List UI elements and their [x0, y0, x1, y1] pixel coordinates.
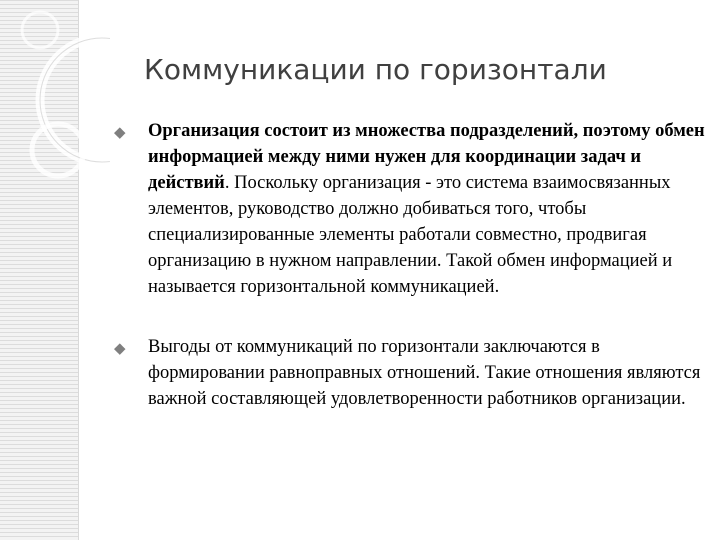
decorative-circle-arcs — [0, 0, 110, 220]
bullet-list — [114, 118, 708, 412]
bullet-body-text: . Поскольку организация - это система взаимосвязанных элементов, руководство должно добиваться того, чтобы специализированные элементы работали совместно, продвигая организацию в нужном направлении. Такой обмен информацией и называется горизонтальной коммуникацией. — [148, 173, 673, 297]
bullet-item-organization — [114, 118, 708, 300]
bullet-bold-text: Организация состоит из множества подразделений, поэтому обмен информацией между ними нужен для координации задач и действий — [148, 121, 705, 193]
bullet-item-benefits — [114, 334, 708, 412]
decorative-arc-tiny — [22, 12, 58, 48]
decorative-arc-outline — [40, 38, 110, 162]
bullet-icon: ◆ — [114, 125, 126, 141]
decorative-arc-large — [40, 38, 110, 162]
bullet-icon: ◆ — [114, 341, 126, 357]
bullet-body-text: Выгоды от коммуникаций по горизонтали заключаются в формировании равноправных отношений. Такие отношения являются важной составляющей удовлетворенности работников организации. — [148, 337, 701, 409]
decorative-arc-small — [32, 124, 84, 176]
slide-title: Коммуникации по горизонтали — [144, 53, 607, 86]
